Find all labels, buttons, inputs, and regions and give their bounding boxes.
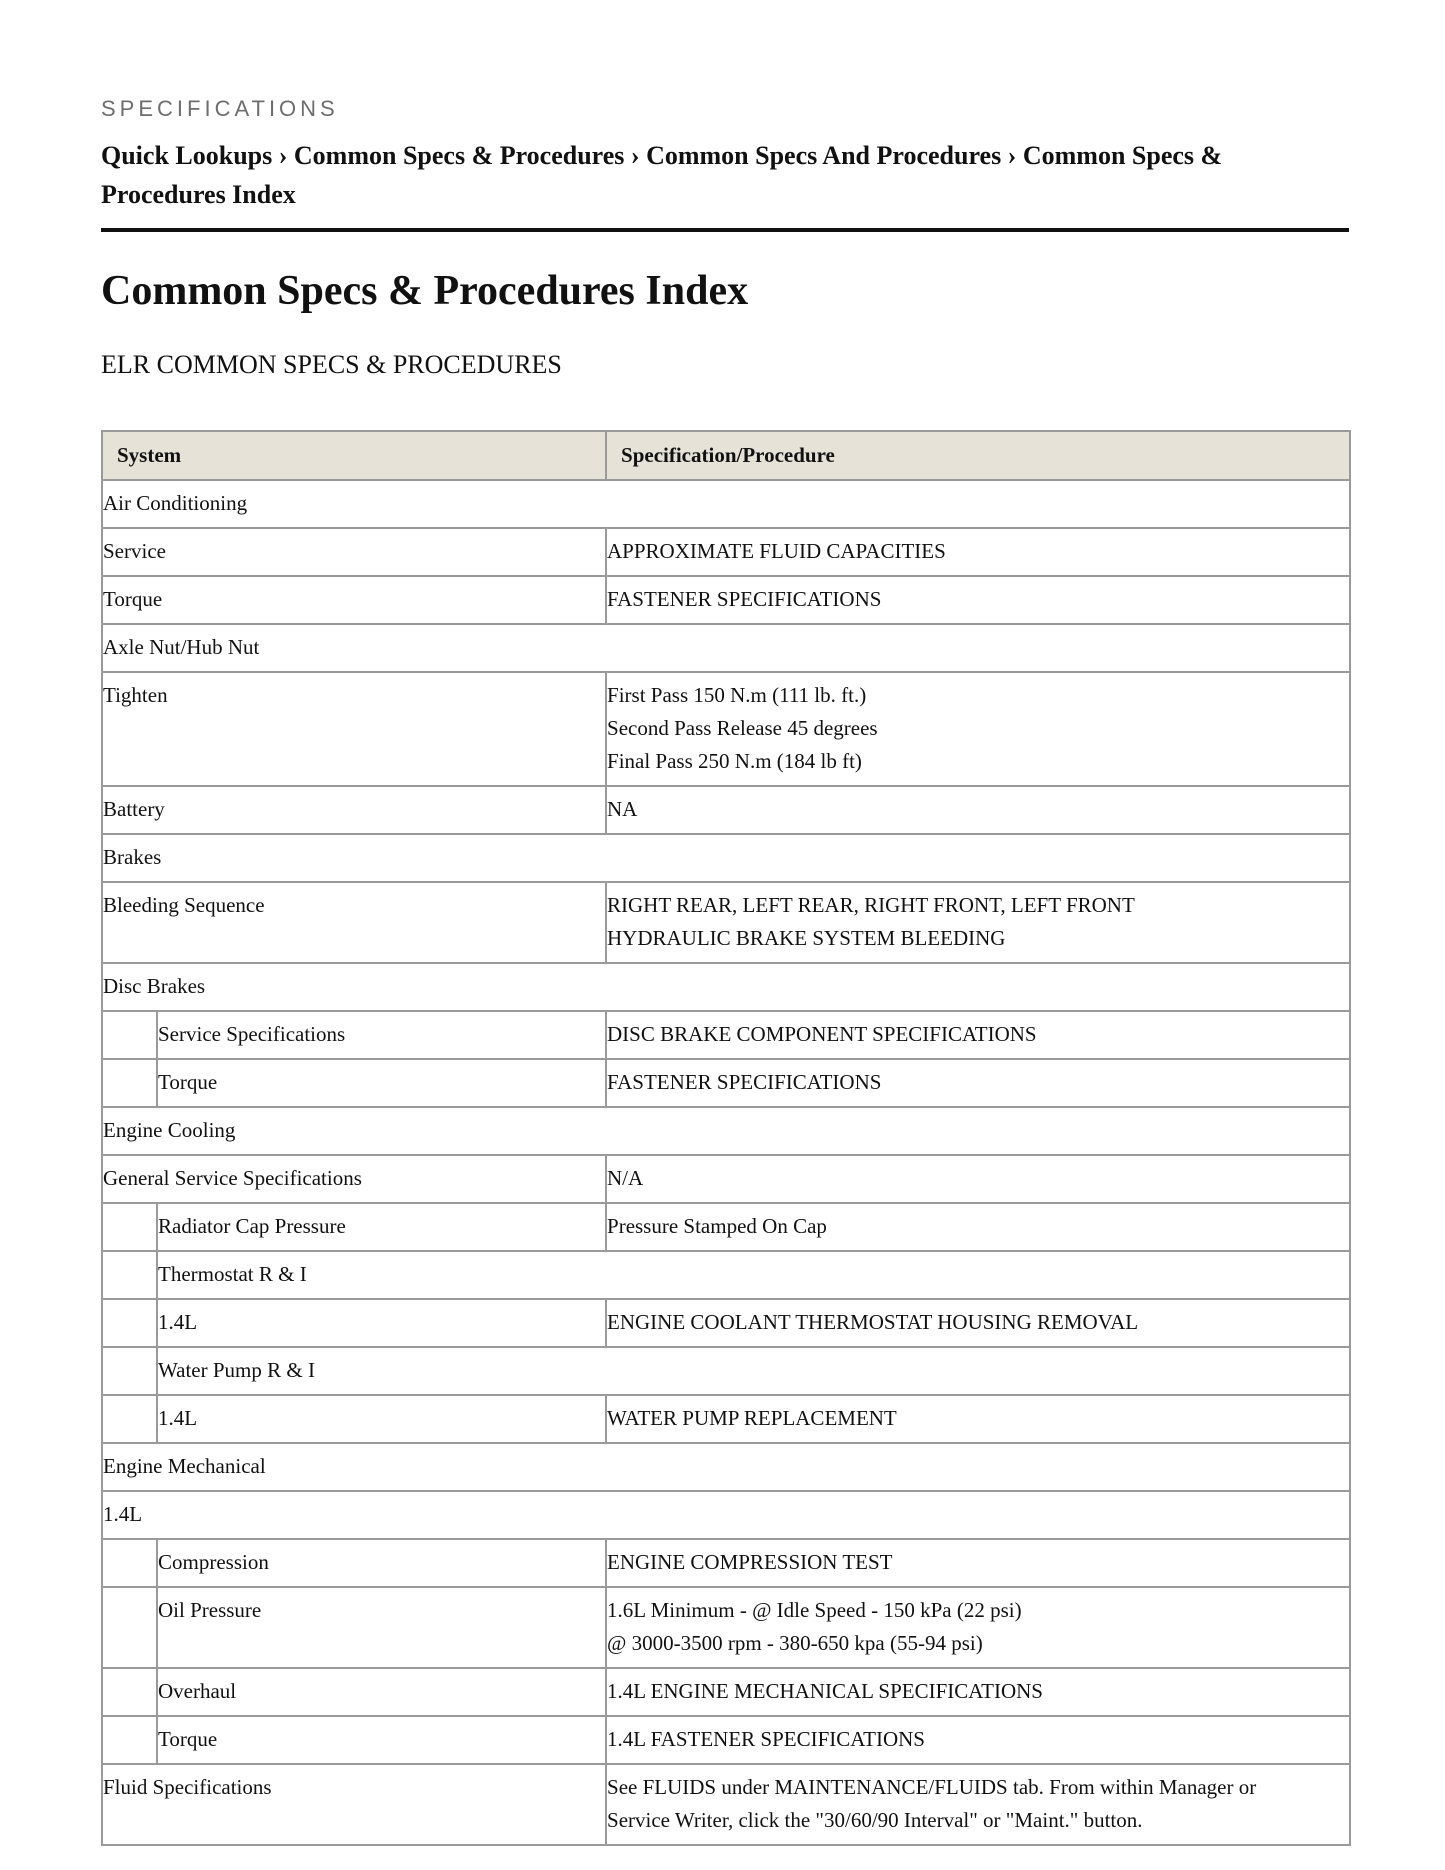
spec-cell: [606, 528, 1350, 576]
indent-cell: [102, 1011, 157, 1059]
indent-cell: [102, 1203, 157, 1251]
spec-line: WATER PUMP REPLACEMENT: [607, 1406, 897, 1430]
spec-cell: [606, 576, 1350, 624]
indent-cell: [102, 1299, 157, 1347]
spec-cell: [606, 672, 1350, 786]
indent-cell: [102, 1539, 157, 1587]
indent-cell: [102, 1395, 157, 1443]
table-row: [102, 1251, 1350, 1299]
table-row: [102, 624, 1350, 672]
spec-line: FASTENER SPECIFICATIONS: [607, 587, 882, 611]
spec-line: APPROXIMATE FLUID CAPACITIES: [607, 539, 946, 563]
system-cell: Torque: [157, 1716, 606, 1764]
system-cell: Service Specifications: [157, 1011, 606, 1059]
spec-cell: [606, 882, 1350, 963]
table-row: [102, 1764, 1350, 1845]
system-cell: 1.4L: [102, 1491, 1350, 1539]
system-cell: 1.4L: [157, 1299, 606, 1347]
table-row: [102, 1299, 1350, 1347]
table-row: [102, 1107, 1350, 1155]
spec-line: DISC BRAKE COMPONENT SPECIFICATIONS: [607, 1022, 1037, 1046]
spec-cell: [606, 1059, 1350, 1107]
system-cell: Fluid Specifications: [102, 1764, 606, 1845]
table-row: [102, 963, 1350, 1011]
table-row: [102, 480, 1350, 528]
table-header-row: [102, 431, 1350, 480]
spec-line: Second Pass Release 45 degrees: [607, 716, 878, 740]
table-row: [102, 1347, 1350, 1395]
spec-cell: [606, 1203, 1350, 1251]
spec-cell: [606, 1539, 1350, 1587]
table-row: [102, 834, 1350, 882]
table-row: [102, 1011, 1350, 1059]
spec-line: N/A: [607, 1166, 644, 1190]
table-row: [102, 576, 1350, 624]
spec-cell: [606, 1764, 1350, 1845]
system-cell: Compression: [157, 1539, 606, 1587]
spec-cell: [606, 1587, 1350, 1668]
table-row: [102, 1716, 1350, 1764]
spec-line: 1.4L FASTENER SPECIFICATIONS: [607, 1727, 925, 1751]
system-cell: Radiator Cap Pressure: [157, 1203, 606, 1251]
spec-line: Final Pass 250 N.m (184 lb ft): [607, 749, 862, 773]
system-cell: Thermostat R & I: [157, 1251, 1350, 1299]
indent-cell: [102, 1347, 157, 1395]
header-divider: [101, 228, 1349, 232]
spec-line: 1.6L Minimum - @ Idle Speed - 150 kPa (22 psi): [607, 1598, 1022, 1622]
system-cell: Overhaul: [157, 1668, 606, 1716]
table-row: [102, 786, 1350, 834]
spec-line: ENGINE COMPRESSION TEST: [607, 1550, 893, 1574]
indent-cell: [102, 1668, 157, 1716]
system-cell: Service: [102, 528, 606, 576]
system-cell: Disc Brakes: [102, 963, 1350, 1011]
spec-line: 1.4L ENGINE MECHANICAL SPECIFICATIONS: [607, 1679, 1043, 1703]
table-row: [102, 1059, 1350, 1107]
table-row: [102, 882, 1350, 963]
page-title: Common Specs & Procedures Index: [101, 268, 749, 314]
system-cell: Torque: [157, 1059, 606, 1107]
system-cell: Air Conditioning: [102, 480, 1350, 528]
system-cell: Torque: [102, 576, 606, 624]
table-row: [102, 1539, 1350, 1587]
system-cell: Bleeding Sequence: [102, 882, 606, 963]
system-cell: Water Pump R & I: [157, 1347, 1350, 1395]
system-cell: Brakes: [102, 834, 1350, 882]
table-row: [102, 528, 1350, 576]
spec-cell: [606, 1668, 1350, 1716]
table-row: [102, 1443, 1350, 1491]
system-cell: Tighten: [102, 672, 606, 786]
indent-cell: [102, 1059, 157, 1107]
system-cell: Axle Nut/Hub Nut: [102, 624, 1350, 672]
table-row: [102, 1155, 1350, 1203]
system-cell: Engine Mechanical: [102, 1443, 1350, 1491]
system-cell: 1.4L: [157, 1395, 606, 1443]
table-row: [102, 1587, 1350, 1668]
breadcrumb: Quick Lookups › Common Specs & Procedures › Common Specs And Procedures › Common Specs & Procedures Index: [101, 141, 1223, 209]
spec-line: RIGHT REAR, LEFT REAR, RIGHT FRONT, LEFT FRONT: [607, 893, 1135, 917]
indent-cell: [102, 1251, 157, 1299]
spec-cell: [606, 1395, 1350, 1443]
indent-cell: [102, 1716, 157, 1764]
system-cell: Oil Pressure: [157, 1587, 606, 1668]
spec-cell: [606, 1299, 1350, 1347]
column-header-system: System: [102, 431, 606, 480]
spec-line: NA: [607, 797, 638, 821]
system-cell: General Service Specifications: [102, 1155, 606, 1203]
spec-cell: [606, 1716, 1350, 1764]
table-row: [102, 672, 1350, 786]
section-kicker: SPECIFICATIONS: [101, 96, 339, 121]
spec-cell: [606, 1011, 1350, 1059]
table-row: [102, 1203, 1350, 1251]
table-row: [102, 1668, 1350, 1716]
spec-line: ENGINE COOLANT THERMOSTAT HOUSING REMOVAL: [607, 1310, 1139, 1334]
specs-table: [101, 430, 1351, 1846]
page-subtitle: ELR COMMON SPECS & PROCEDURES: [101, 350, 562, 379]
table-row: [102, 1491, 1350, 1539]
system-cell: Battery: [102, 786, 606, 834]
spec-line: First Pass 150 N.m (111 lb. ft.): [607, 683, 867, 707]
spec-line: See FLUIDS under MAINTENANCE/FLUIDS tab. From within Manager or: [607, 1775, 1257, 1799]
spec-line: @ 3000-3500 rpm - 380-650 kpa (55-94 psi): [607, 1631, 983, 1655]
spec-line: Pressure Stamped On Cap: [607, 1214, 827, 1238]
spec-line: HYDRAULIC BRAKE SYSTEM BLEEDING: [607, 926, 1006, 950]
indent-cell: [102, 1587, 157, 1668]
system-cell: Engine Cooling: [102, 1107, 1350, 1155]
spec-line: FASTENER SPECIFICATIONS: [607, 1070, 882, 1094]
table-row: [102, 1395, 1350, 1443]
spec-cell: [606, 1155, 1350, 1203]
spec-line: Service Writer, click the "30/60/90 Interval" or "Maint." button.: [607, 1808, 1143, 1832]
spec-cell: [606, 786, 1350, 834]
column-header-spec: Specification/Procedure: [606, 431, 1350, 480]
